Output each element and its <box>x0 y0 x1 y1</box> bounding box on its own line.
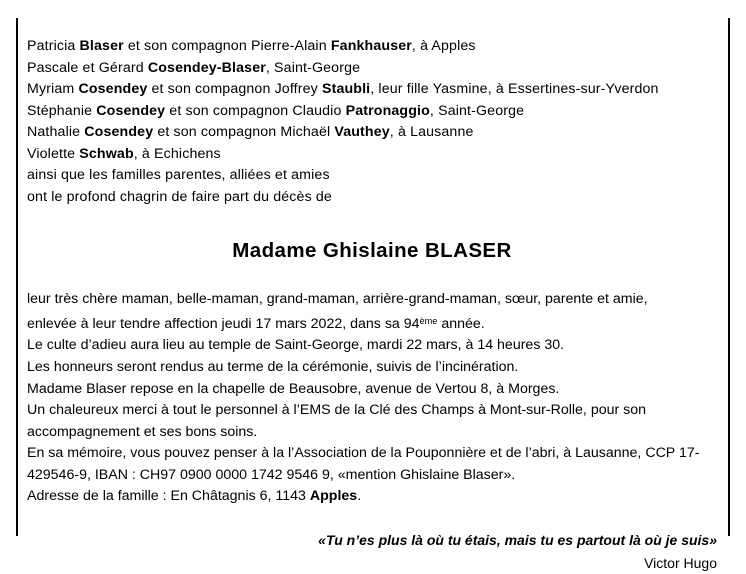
text-line: ont le profond chagrin de faire part du décès de <box>27 188 332 205</box>
notice-content <box>27 36 717 574</box>
quote-block <box>27 530 717 574</box>
notice-body <box>27 289 717 508</box>
text-line: Nathalie Cosendey et son compagnon Michaël Vauthey, à Lausanne <box>27 124 474 140</box>
text-line: Madame Blaser repose en la chapelle de Beausobre, avenue de Vertou 8, à Morges. <box>27 380 560 397</box>
quote-author: Victor Hugo <box>644 554 717 571</box>
deceased-name: Madame Ghislaine BLASER <box>232 239 512 262</box>
text-line: 429546-9, IBAN : CH97 0900 0000 1742 9546 9, «mention Ghislaine Blaser». <box>27 466 516 483</box>
text-line: accompagnement et ses bons soins. <box>27 423 258 440</box>
text-line: enlevée à leur tendre affection jeudi 17 mars 2022, dans sa 94ème année. <box>27 315 485 332</box>
family-list <box>27 36 717 208</box>
text-line: Violette Schwab, à Echichens <box>27 145 221 162</box>
text-line: ainsi que les familles parentes, alliées et amies <box>27 167 330 183</box>
text-line: Myriam Cosendey et son compagnon Joffrey Staubli, leur fille Yasmine, à Essertines-sur-Yverdon <box>27 81 659 97</box>
text-line: Les honneurs seront rendus au terme de la cérémonie, suivis de l’incinération. <box>27 358 519 375</box>
text-line: En sa mémoire, vous pouvez penser à la l’Association de la Pouponnière et de l’abri, à Lausanne, CCP 17- <box>27 445 700 462</box>
text-line: Patricia Blaser et son compagnon Pierre-Alain Fankhauser, à Apples <box>27 38 476 54</box>
text-line: Stéphanie Cosendey et son compagnon Claudio Patronaggio, Saint-George <box>27 102 525 119</box>
text-line: Le culte d’adieu aura lieu au temple de Saint-George, mardi 22 mars, à 14 heures 30. <box>27 337 565 354</box>
text-line: leur très chère maman, belle-maman, grand-maman, arrière-grand-maman, sœur, parente et amie, <box>27 291 648 307</box>
text-line: Un chaleureux merci à tout le personnel à l’EMS de la Clé des Champs à Mont-sur-Rolle, pour son <box>27 402 647 419</box>
text-line: Pascale et Gérard Cosendey-Blaser, Saint-George <box>27 59 361 76</box>
quote-text: «Tu n’es plus là où tu étais, mais tu es partout là où je suis» <box>318 532 717 549</box>
left-border-rule <box>16 18 18 536</box>
right-border-rule <box>728 18 730 536</box>
text-line: Adresse de la famille : En Châtagnis 6, 1143 Apples. <box>27 488 362 505</box>
